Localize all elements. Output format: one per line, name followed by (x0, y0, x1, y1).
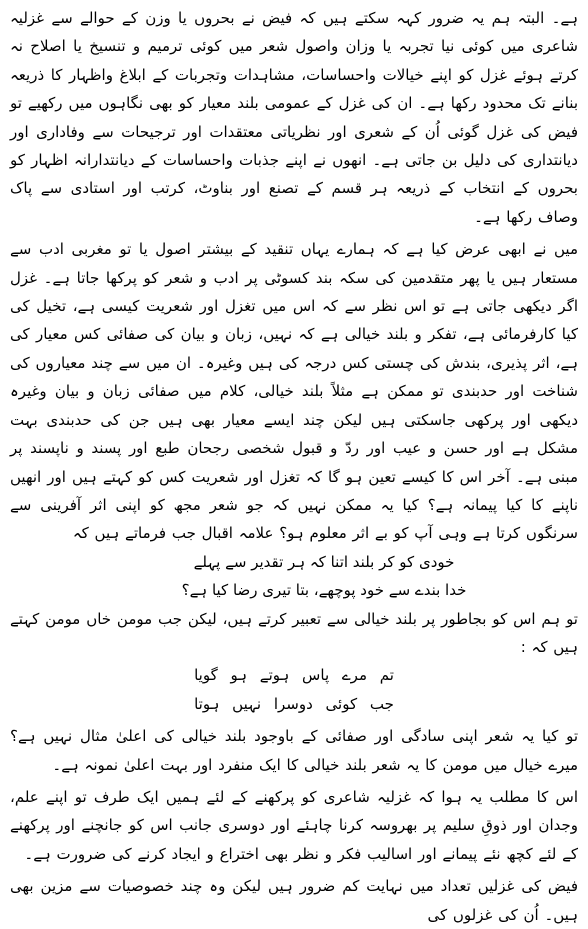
paragraph-faiz-ghazal-meter: ہے۔ البتہ ہم یہ ضرور کہہ سکتے ہیں کہ فیض نے بحروں یا وزن کے حوالے سے غزلیہ شاعری میں کوئی نیا تجربہ یا وزان واصول شعر میں کوئی ترمیم و تنسیخ یا اصلاح نہ کرتے ہوئے غزل کو اپنے خیالات واحساسات، مشاہدات وتجربات کے ابلاغ واظہار کا ذریعہ بنانے تک محدود رکھا ہے۔ ان کی غزل کے عمومی بلند معیار کو بھی نگاہوں میں رکھیے تو فیض کی غزل گوئی اُن کے شعری اور نظریاتی معتقدات اور ترجیحات سے وفاداری اور دیانتداری کی دلیل بن جاتی ہے۔ انھوں نے اپنے جذبات واحساسات کے دیانتدارانہ اظہار کو بحروں کے انتخاب کے ذریعہ ہر قسم کے تصنع اور بناوٹ، کرتب اور استادی سے پاک وصاف رکھا ہے۔ (10, 9, 578, 226)
paragraph-momin-verse-analysis: تو کیا یہ شعر اپنی سادگی اور صفائی کے باوجود بلند خیالی کی اعلیٰ مثال نہیں ہے؟ میرے خیال میں مومن کا یہ شعر بلند خیالی کا ایک منفرد اور بہت اعلیٰ نمونہ ہے۔ (10, 727, 578, 774)
couplet-iqbal (10, 548, 578, 605)
couplet-momin-line-2: جب کوئی دوسرا نہیں ہوتا (194, 694, 394, 713)
couplet-momin-line-1: تم مرے پاس ہوتے ہو گویا (194, 666, 394, 685)
paragraph-criticism-standards: میں نے ابھی عرض کیا ہے کہ ہمارے یہاں تنقید کے بیشتر اصول یا تو مغربی ادب سے مستعار ہیں یا پھر متقدمین کی سکہ بند کسوٹی پر ادب و شعر کو پرکھا جاتا ہے۔ غزل اگر دیکھی جاتی ہے تو اس نظر سے کہ اس میں تغزل اور شعریت کیسی ہے، تخیل کی کیا کارفرمائی ہے، تفکر و بلند خیالی ہے کہ نہیں، زبان و بیان کی صفائی کس معیار کی ہے، اثر پذیری، بندش کی چستی کس درجہ کی ہیں وغیرہ۔ ان میں سے چند معیاروں کی شناخت اور حدبندی تو ممکن ہے مثلاً بلند خیالی، کلام میں صفائی زبان و بیان وغیرہ دیکھی اور پرکھی جاسکتی ہیں لیکن چند ایسے معیار بھی ہیں جن کی حدبندی بہت مشکل ہے اور حسن و عیب اور ردّ و قبول شخصی رجحان طبع اور پسند و ناپسند پر مبنی ہے۔ آخر اس کا کیسے تعین ہو گا کہ تغزل اور شعریت کس کو کہتے ہیں اور انھیں ناپنے کا کیا پیمانہ ہے؟ کیا یہ ممکن نہیں کہ جو شعر مجھ کو اپنی اثر آفرینی سے سرنگوں کرتا ہے وہی آپ کو بے اثر معلوم ہو؟ علامہ اقبال جب فرماتے ہیں کہ (10, 240, 578, 543)
couplet-iqbal-line-2: خدا بندے سے خود پوچھے، بتا تیری رضا کیا ہے؟ (181, 581, 467, 600)
paragraph-new-criteria: اس کا مطلب یہ ہوا کہ غزلیہ شاعری کو پرکھنے کے لئے ہمیں ایک طرف تو اپنے علم، وجدان اور ذوقِ سلیم پر بھروسہ کرنا چاہئے اور دوسری جانب اس کو جانچنے اور پرکھنے کے لئے کچھ نئے پیمانے اور اسالیب فکر و نظر بھی اختراع و ایجاد کرنے کی ضرورت ہے۔ (10, 787, 578, 863)
paragraph-momin-intro: تو ہم اس کو بجاطور پر بلند خیالی سے تعبیر کرتے ہیں، لیکن جب مومن خاں مومن کہتے ہیں کہ : (10, 609, 578, 656)
couplet-momin (10, 661, 578, 718)
couplet-iqbal-line-1: خودی کو کر بلند اتنا کہ ہر تقدیر سے پہلے (193, 552, 455, 571)
paragraph-faiz-ghazals-qualities: فیض کی غزلیں تعداد میں نہایت کم ضرور ہیں لیکن وہ چند خصوصیات سے مزین بھی ہیں۔ اُن کی غزلوں کی (10, 877, 578, 924)
